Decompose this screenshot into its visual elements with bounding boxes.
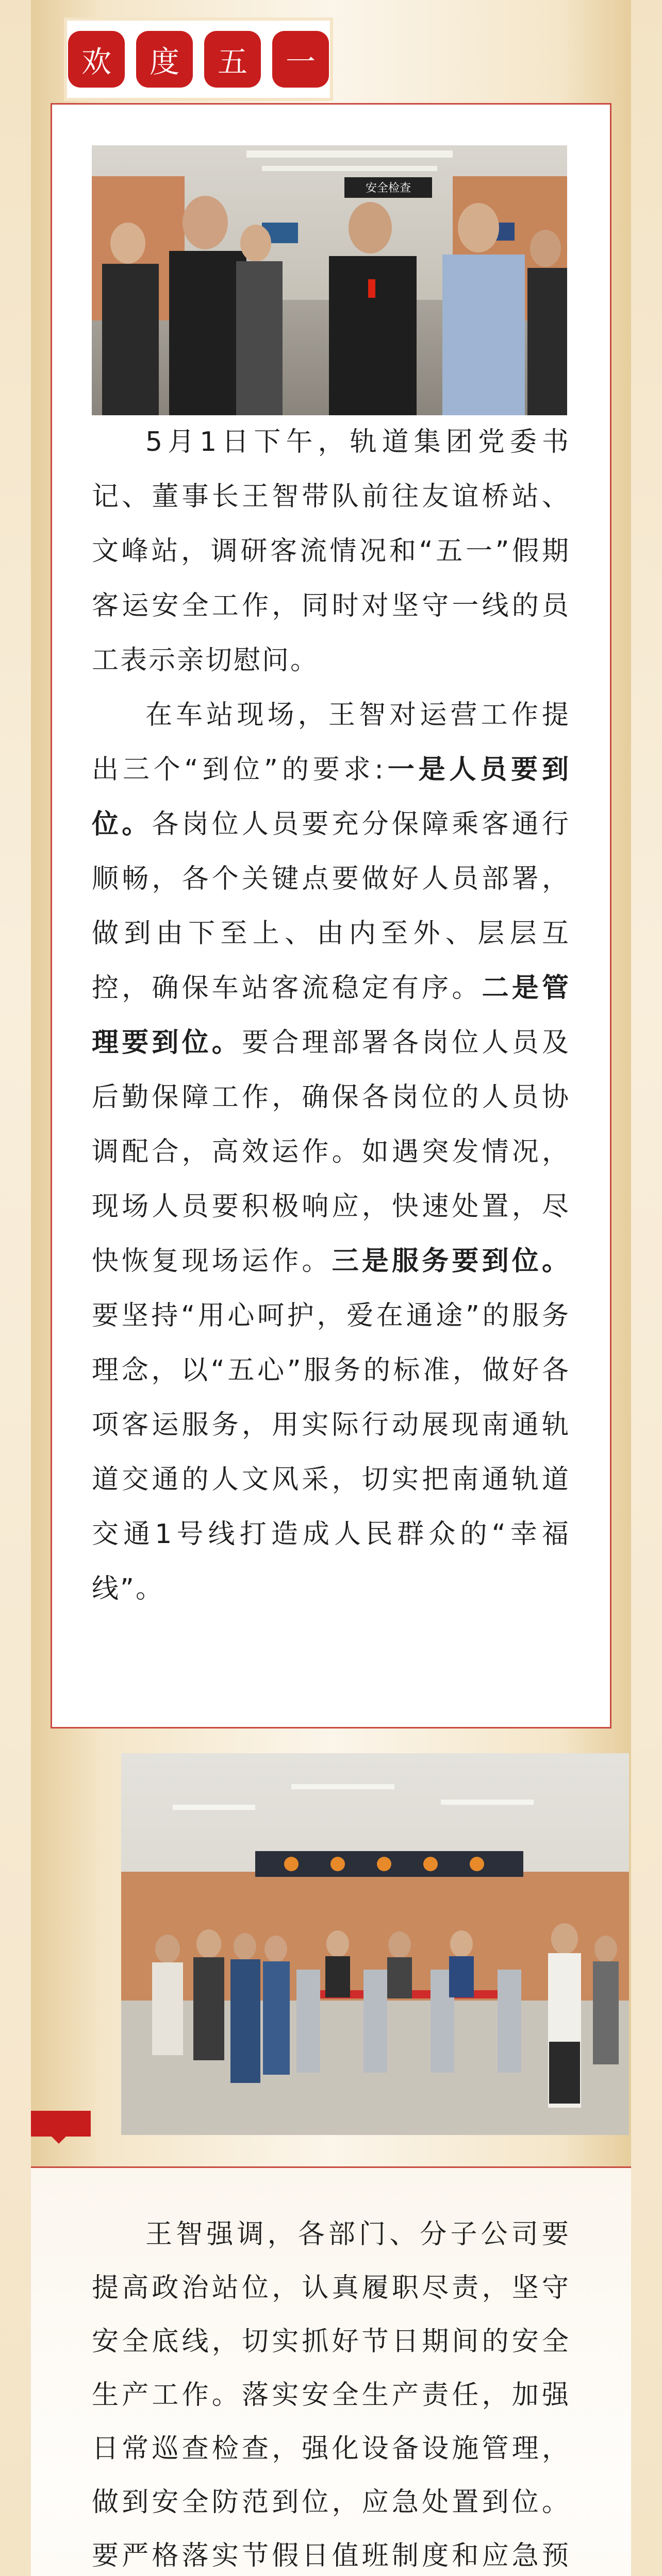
paragraph-1: 5月1日下午，轨道集团党委书记、董事长王智带队前往友谊桥站、文峰站，调研客流情况和“五一”假期客运安全工作，同时对坚守一线的员工表示亲切慰问。 <box>92 427 570 676</box>
header-tag-4: 一 <box>272 31 329 88</box>
red-corner-marker <box>31 2111 91 2137</box>
article-text-1 <box>92 415 570 1616</box>
header-tag-1: 欢 <box>68 31 125 88</box>
photo-station-inspection <box>92 145 567 415</box>
bold-point-3: 三是服务要到位。 <box>332 1246 570 1277</box>
station-sign-text: 安全检查 <box>365 182 411 195</box>
header-tag-3: 五 <box>204 31 261 88</box>
photo-ticket-gates <box>121 1753 629 2135</box>
paragraph-2-point-3-text: 要坚持“用心呵护，爱在通途”的服务理念，以“五心”服务的标准，做好各项客运服务，用实际行动展现南通轨道交通的人文风采，切实把南通轨道交通1号线打造成人民群众的“幸福线”。 <box>92 1300 570 1604</box>
header-tags <box>67 21 330 98</box>
paragraph-2-intro: 在车站现场，王智对运营工作提出三个“到位”的要求: <box>92 700 570 785</box>
header-tag-2: 度 <box>136 31 193 88</box>
paragraph-3: 王智强调，各部门、分子公司要提高政治站位，认真履职尽责，坚守安全底线，切实抓好节日期间的安全生产工作。落实安全生产责任，加强日常巡查检查，强化设备设施管理，做到安全防范到位，应急处置到位。要严格落实节假日值班制度和应急预 <box>92 2219 570 2571</box>
paragraph-2-point-1-text: 各岗位人员要充分保障乘客通行顺畅，各个关键点要做好人员部署，做到由下至上、由内至外、层层互控，确保车站客流稳定有序。 <box>92 809 570 1004</box>
paragraph-2 <box>92 688 570 1616</box>
bold-point-1: 一是人员要到位。 <box>92 754 570 840</box>
article-text-2 <box>92 2208 570 2576</box>
bold-point-2: 二是管理要到位。 <box>92 973 570 1058</box>
paragraph-2-point-2-text: 要合理部署各岗位人员及后勤保障工作，确保各岗位的人员协调配合，高效运作。如遇突发情况，现场人员要积极响应，快速处置，尽快恢复现场运作。 <box>92 1027 570 1277</box>
